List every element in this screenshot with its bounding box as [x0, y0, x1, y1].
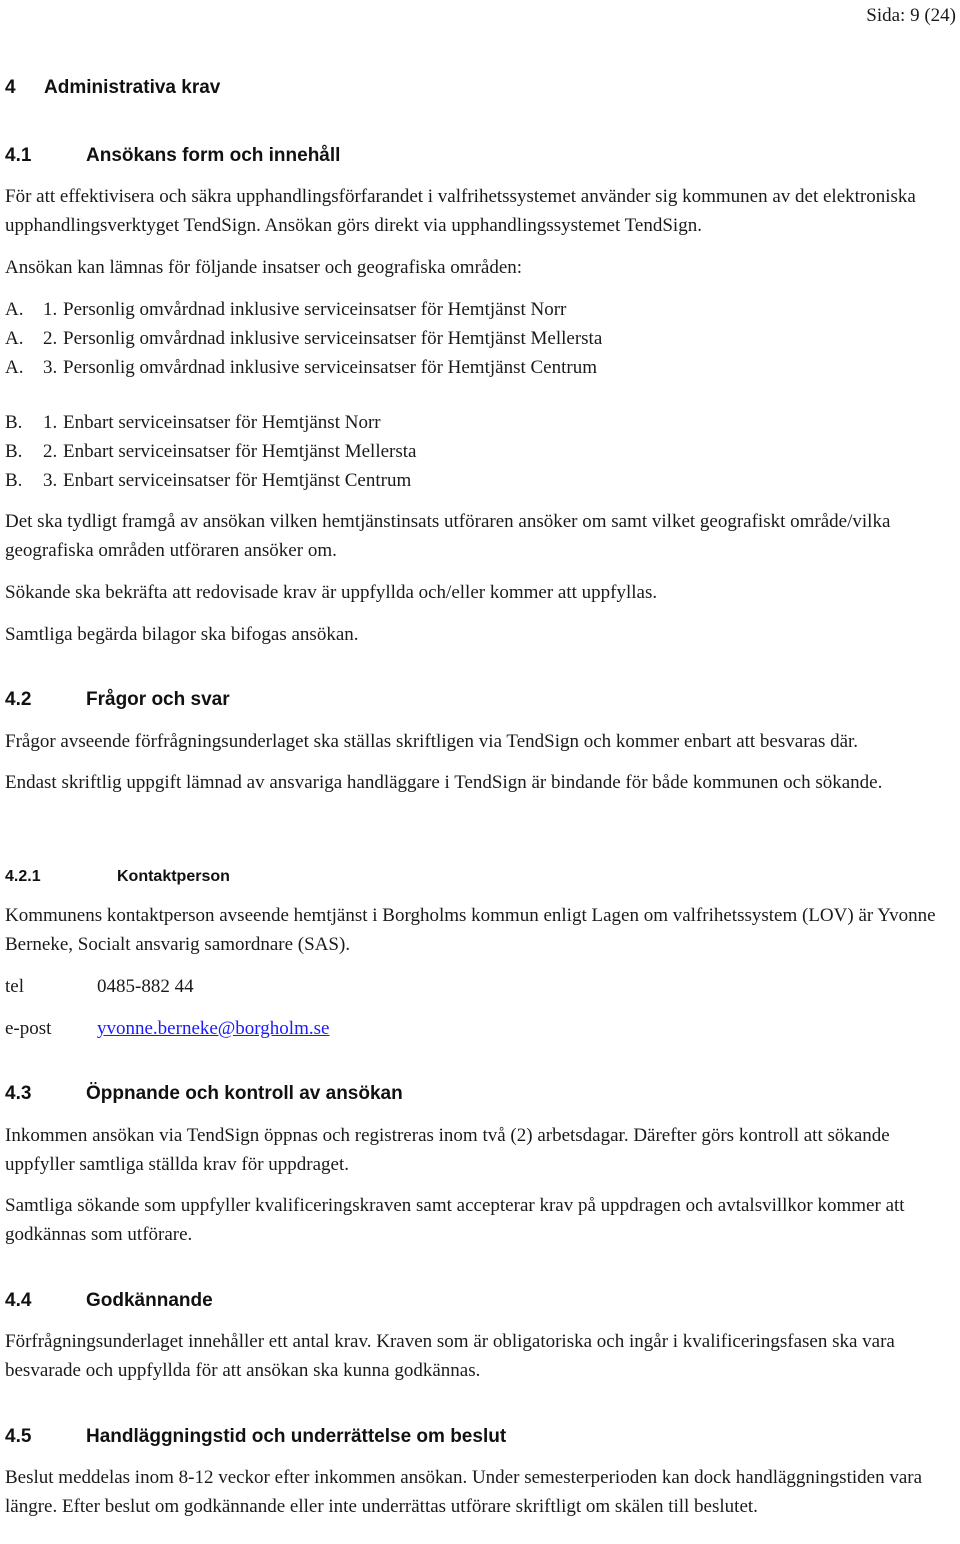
section-title: Öppnande och kontroll av ansökan	[86, 1083, 403, 1104]
paragraph: Det ska tydligt framgå av ansökan vilken hemtjänstinsats utföraren ansöker om samt vilket geografiskt område/vilka geografiska områden utföraren ansöker om.	[5, 511, 891, 561]
list-b	[5, 408, 417, 495]
contact-tel	[5, 972, 194, 1001]
section-heading-4	[5, 76, 220, 100]
section-title: Administrativa krav	[44, 77, 221, 98]
section-number: 4.4	[5, 1290, 32, 1311]
page-number: Sida: 9 (24)	[866, 5, 956, 26]
list-item: A. 2. Personlig omvårdnad inklusive serviceinsatser för Hemtjänst Mellersta	[5, 328, 603, 349]
section-heading-4-4	[5, 1289, 213, 1313]
list-item: B. 3. Enbart serviceinsatser för Hemtjänst Centrum	[5, 470, 412, 491]
paragraph: Endast skriftlig uppgift lämnad av ansvariga handläggare i TendSign är bindande för både kommunen och sökande.	[5, 772, 883, 793]
list-item: A. 1. Personlig omvårdnad inklusive serviceinsatser för Hemtjänst Norr	[5, 299, 567, 320]
section-title: Handläggningstid och underrättelse om beslut	[86, 1426, 507, 1447]
paragraph: Förfrågningsunderlaget innehåller ett antal krav. Kraven som är obligatoriska och ingår i kvalificeringsfasen ska vara besvarade och uppfyllda för att ansökan ska kunna godkännas.	[5, 1331, 895, 1381]
list-item: B. 2. Enbart serviceinsatser för Hemtjänst Mellersta	[5, 441, 417, 462]
section-number: 4.2.1	[5, 868, 41, 885]
paragraph: Samtliga begärda bilagor ska bifogas ansökan.	[5, 624, 359, 645]
tel-value: 0485-882 44	[97, 976, 194, 997]
section-title: Ansökans form och innehåll	[86, 145, 341, 166]
section-title: Frågor och svar	[86, 689, 230, 710]
paragraph: Samtliga sökande som uppfyller kvalificeringskraven samt accepterar krav på uppdragen och avtalsvillkor kommer att godkännas som utförare.	[5, 1195, 905, 1245]
section-number: 4.1	[5, 145, 32, 166]
list-a	[5, 295, 602, 382]
section-heading-4-5	[5, 1425, 506, 1449]
section-number: 4.5	[5, 1426, 32, 1447]
section-heading-4-1	[5, 144, 340, 168]
contact-email	[5, 1014, 329, 1043]
paragraph: Ansökan kan lämnas för följande insatser och geografiska områden:	[5, 257, 523, 278]
paragraph: Frågor avseende förfrågningsunderlaget ska ställas skriftligen via TendSign och kommer enbart att besvaras där.	[5, 731, 859, 752]
paragraph: För att effektivisera och säkra upphandlingsförfarandet i valfrihetssystemet använder sig kommunen av det elektroniska upphandlingsverktyget TendSign. Ansökan görs direkt via upphandlingssystemet TendSign.	[5, 186, 916, 236]
list-item: A. 3. Personlig omvårdnad inklusive serviceinsatser för Hemtjänst Centrum	[5, 357, 597, 378]
paragraph: Kommunens kontaktperson avseende hemtjänst i Borgholms kommun enligt Lagen om valfrihetssystem (LOV) är Yvonne Berneke, Socialt ansvarig samordnare (SAS).	[5, 905, 936, 955]
section-number: 4.3	[5, 1083, 32, 1104]
email-label: e-post	[5, 1018, 52, 1039]
section-number: 4.2	[5, 689, 32, 710]
section-title: Godkännande	[86, 1290, 213, 1311]
section-heading-4-2-1	[5, 866, 230, 888]
list-item: B. 1. Enbart serviceinsatser för Hemtjänst Norr	[5, 412, 381, 433]
section-number: 4	[5, 77, 16, 98]
section-title: Kontaktperson	[117, 868, 230, 885]
tel-label: tel	[5, 976, 24, 997]
paragraph: Inkommen ansökan via TendSign öppnas och registreras inom två (2) arbetsdagar. Därefter görs kontroll att sökande uppfyller samtliga ställda krav för uppdraget.	[5, 1125, 890, 1175]
email-link[interactable]: yvonne.berneke@borgholm.se	[97, 1018, 330, 1039]
paragraph: Beslut meddelas inom 8-12 veckor efter inkommen ansökan. Under semesterperioden kan dock handläggningstiden vara längre. Efter beslut om godkännande eller inte underrättas utförare skriftligt om skälen till beslutet.	[5, 1467, 923, 1517]
section-heading-4-2	[5, 688, 230, 712]
section-heading-4-3	[5, 1082, 403, 1106]
paragraph: Sökande ska bekräfta att redovisade krav är uppfyllda och/eller kommer att uppfyllas.	[5, 582, 658, 603]
